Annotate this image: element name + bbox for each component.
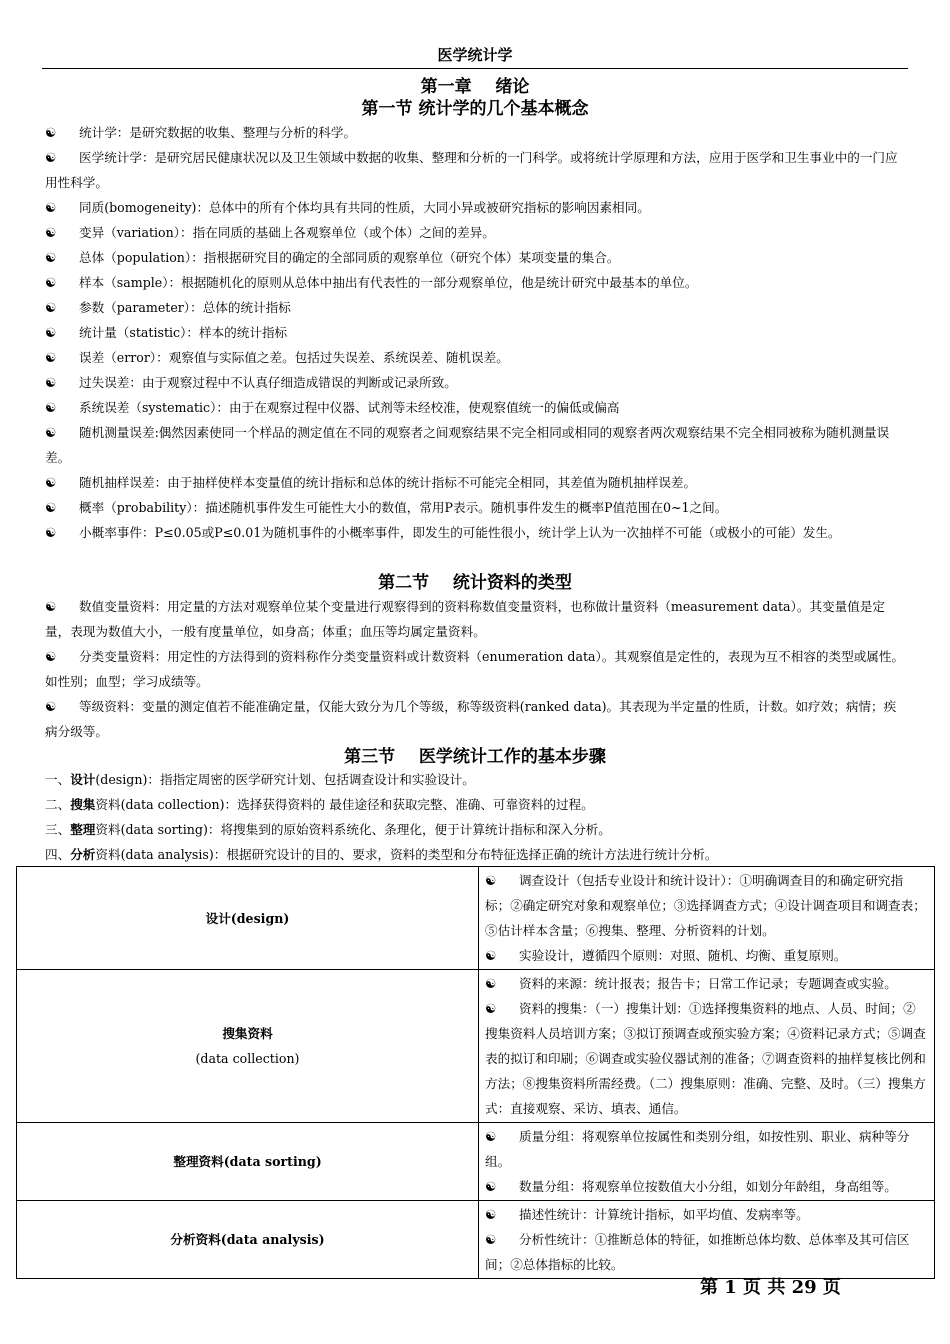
section1-item: ☯ 同质(bomogeneity)：总体中的所有个体均具有共同的性质，大同小异或被研究指标的影响因素相同。 bbox=[45, 195, 907, 220]
table-row-label: 分析资料(data analysis) bbox=[17, 1201, 479, 1279]
taiji-bullet-icon: ☯ bbox=[485, 1001, 497, 1016]
taiji-bullet-icon: ☯ bbox=[45, 525, 57, 540]
taiji-bullet-icon: ☯ bbox=[45, 125, 57, 140]
section1-item: ☯ 总体（population）：指根据研究目的确定的全部同质的观察单位（研究个体）某项变量的集合。 bbox=[45, 245, 907, 270]
section2-item: ☯ 等级资料：变量的测定值若不能准确定量，仅能大致分为几个等级，称等级资料(ranked data)。其表现为半定量的性质，计数。如疗效；病情；疾病分级等。 bbox=[45, 694, 907, 744]
section1-item: ☯ 过失误差：由于观察过程中不认真仔细造成错误的判断或记录所致。 bbox=[45, 370, 907, 395]
section1-item: ☯ 统计量（statistic）：样本的统计指标 bbox=[45, 320, 907, 345]
section3-title: 第三节 医学统计工作的基本步骤 bbox=[344, 747, 606, 767]
table-item: ☯ 实验设计，遵循四个原则：对照、随机、均衡、重复原则。 bbox=[485, 943, 928, 968]
step-item: 一、设计(design)：指指定周密的医学研究计划、包括调查设计和实验设计。 bbox=[45, 772, 475, 787]
table-row-content bbox=[479, 1201, 935, 1279]
taiji-bullet-icon: ☯ bbox=[45, 200, 57, 215]
taiji-bullet-icon: ☯ bbox=[45, 325, 57, 340]
section1-item: ☯ 随机抽样误差：由于抽样使样本变量值的统计指标和总体的统计指标不可能完全相同，其差值为随机抽样误差。 bbox=[45, 470, 907, 495]
taiji-bullet-icon: ☯ bbox=[45, 225, 57, 240]
table-item: ☯ 分析性统计：①推断总体的特征，如推断总体均数、总体率及其可信区间；②总体指标的比较。 bbox=[485, 1227, 928, 1277]
section2-item: ☯ 分类变量资料：用定性的方法得到的资料称作分类变量资料或计数资料（enumeration data）。其观察值是定性的，表现为互不相容的类型或属性。如性别；血型；学习成绩等。 bbox=[45, 644, 907, 694]
section1-item: ☯ 系统误差（systematic）：由于在观察过程中仪器、试剂等未经校准，使观察值统一的偏低或偏高 bbox=[45, 395, 907, 420]
section1-item: ☯ 样本（sample）：根据随机化的原则从总体中抽出有代表性的一部分观察单位，他是统计研究中最基本的单位。 bbox=[45, 270, 907, 295]
table-item: ☯ 资料的搜集：（一）搜集计划：①选择搜集资料的地点、人员、时间；②搜集资料人员培训方案；③拟订预调查或预实验方案；④资料记录方式；⑤调查表的拟订和印刷；⑥调查或实验仪器试剂的准备；⑦调查资料的抽样复核比例和方法；⑧搜集资料所需经费。（二）搜集原则：准确、完整、及时。（三）搜集方式：直接观察、采访、填表、通信。 bbox=[485, 996, 928, 1121]
step-item: 四、分析资料(data analysis)：根据研究设计的目的、要求，资料的类型和分布特征选择正确的统计方法进行统计分析。 bbox=[45, 847, 718, 862]
section1-item: ☯ 变异（variation）：指在同质的基础上各观察单位（或个体）之间的差异。 bbox=[45, 220, 907, 245]
taiji-bullet-icon: ☯ bbox=[485, 948, 497, 963]
taiji-bullet-icon: ☯ bbox=[45, 425, 57, 440]
table-row bbox=[17, 1201, 935, 1279]
header-rule bbox=[42, 68, 908, 69]
taiji-bullet-icon: ☯ bbox=[45, 599, 57, 614]
running-header: 医学统计学 bbox=[437, 46, 513, 64]
table-row-content bbox=[479, 1123, 935, 1201]
table-item: ☯ 质量分组：将观察单位按属性和类别分组，如按性别、职业、病种等分组。 bbox=[485, 1124, 928, 1174]
table-row-label: 搜集资料 (data collection) bbox=[17, 970, 479, 1123]
taiji-bullet-icon: ☯ bbox=[45, 375, 57, 390]
table-row-label: 整理资料(data sorting) bbox=[17, 1123, 479, 1201]
taiji-bullet-icon: ☯ bbox=[45, 350, 57, 365]
taiji-bullet-icon: ☯ bbox=[485, 873, 497, 888]
table-item: ☯ 描述性统计：计算统计指标，如平均值、发病率等。 bbox=[485, 1202, 928, 1227]
taiji-bullet-icon: ☯ bbox=[45, 250, 57, 265]
table-row bbox=[17, 1123, 935, 1201]
page-number: 第 1 页 共 29 页 bbox=[700, 1277, 841, 1298]
taiji-bullet-icon: ☯ bbox=[45, 500, 57, 515]
taiji-bullet-icon: ☯ bbox=[485, 1129, 497, 1144]
section1-item: ☯ 误差（error）：观察值与实际值之差。包括过失误差、系统误差、随机误差。 bbox=[45, 345, 907, 370]
taiji-bullet-icon: ☯ bbox=[45, 275, 57, 290]
taiji-bullet-icon: ☯ bbox=[45, 300, 57, 315]
table-row-content bbox=[479, 867, 935, 970]
taiji-bullet-icon: ☯ bbox=[485, 1207, 497, 1222]
section1-item: ☯ 小概率事件：P≤0.05或P≤0.01为随机事件的小概率事件，即发生的可能性很小，统计学上认为一次抽样不可能（或极小的可能）发生。 bbox=[45, 520, 907, 545]
section2-item: ☯ 数值变量资料：用定量的方法对观察单位某个变量进行观察得到的资料称数值变量资料，也称做计量资料（measurement data）。其变量值是定量，表现为数值大小，一般有度量单位，如身高；体重；血压等均属定量资料。 bbox=[45, 594, 907, 644]
taiji-bullet-icon: ☯ bbox=[45, 400, 57, 415]
table-item: ☯ 数量分组：将观察单位按数值大小分组，如划分年龄组，身高组等。 bbox=[485, 1174, 928, 1199]
taiji-bullet-icon: ☯ bbox=[45, 150, 57, 165]
steps-table bbox=[16, 866, 935, 1279]
taiji-bullet-icon: ☯ bbox=[485, 1232, 497, 1247]
section1-title: 第一节 统计学的几个基本概念 bbox=[361, 99, 589, 119]
chapter-title: 第一章 绪论 bbox=[420, 77, 530, 97]
section1-item: ☯ 参数（parameter）：总体的统计指标 bbox=[45, 295, 907, 320]
section1-item: ☯ 统计学：是研究数据的收集、整理与分析的科学。 bbox=[45, 120, 907, 145]
taiji-bullet-icon: ☯ bbox=[45, 699, 57, 714]
table-item: ☯ 资料的来源：统计报表；报告卡；日常工作记录；专题调查或实验。 bbox=[485, 971, 928, 996]
table-row-label: 设计(design) bbox=[17, 867, 479, 970]
taiji-bullet-icon: ☯ bbox=[485, 1179, 497, 1194]
section2-title: 第二节 统计资料的类型 bbox=[378, 573, 572, 593]
taiji-bullet-icon: ☯ bbox=[45, 475, 57, 490]
step-item: 二、搜集资料(data collection)：选择获得资料的 最佳途径和获取完整、准确、可靠资料的过程。 bbox=[45, 797, 594, 812]
table-row bbox=[17, 867, 935, 970]
table-row-content bbox=[479, 970, 935, 1123]
taiji-bullet-icon: ☯ bbox=[45, 649, 57, 664]
table-item: ☯ 调查设计（包括专业设计和统计设计）：①明确调查目的和确定研究指标；②确定研究对象和观察单位；③选择调查方式；④设计调查项目和调查表；⑤估计样本含量；⑥搜集、整理、分析资料的计划。 bbox=[485, 868, 928, 943]
taiji-bullet-icon: ☯ bbox=[485, 976, 497, 991]
section1-item: ☯ 概率（probability）：描述随机事件发生可能性大小的数值，常用P表示。随机事件发生的概率P值范围在0~1之间。 bbox=[45, 495, 907, 520]
section1-item: ☯ 医学统计学：是研究居民健康状况以及卫生领域中数据的收集、整理和分析的一门科学。或将统计学原理和方法，应用于医学和卫生事业中的一门应用性科学。 bbox=[45, 145, 907, 195]
table-row bbox=[17, 970, 935, 1123]
section1-item: ☯ 随机测量误差:偶然因素使同一个样品的测定值在不同的观察者之间观察结果不完全相同或相同的观察者两次观察结果不完全相同被称为随机测量误差。 bbox=[45, 420, 907, 470]
step-item: 三、整理资料(data sorting)：将搜集到的原始资料系统化、条理化，便于计算统计指标和深入分析。 bbox=[45, 822, 611, 837]
